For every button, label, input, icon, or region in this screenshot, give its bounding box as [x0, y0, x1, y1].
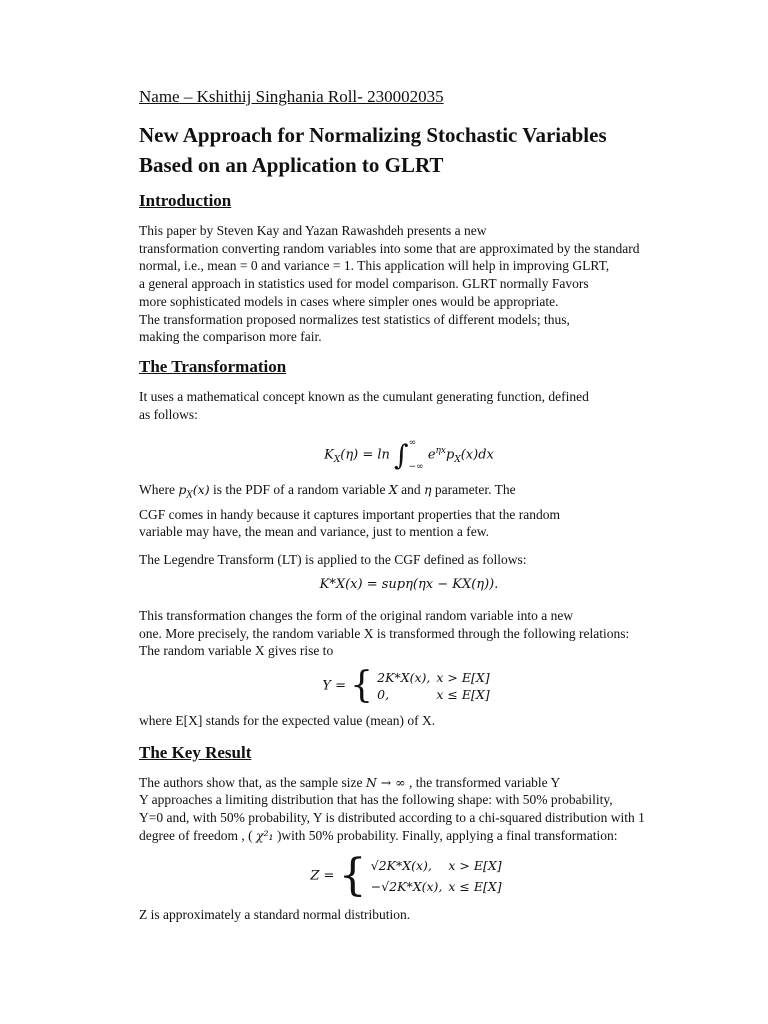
heading-key-result: The Key Result	[139, 742, 252, 762]
author-line: Name – Kshithij Singhania Roll- 230002035	[139, 87, 444, 106]
left-brace: {	[338, 850, 367, 902]
key-result-paragraph: The authors show that, as the sample size N → ∞ , the transformed variable Y Y approaches a limiting distribution that has the following shape: with 50% probability, Y=0 and, with 50% probability, Y is distributed according to a chi-squared distribution with 1 degree of freedom , ( χ²₁ )with 50% probability. Finally, applying a final transformation:	[139, 774, 645, 843]
cgf-equation: $K_X(\eta) = \ln$ ∫ ∞ −∞ $e^{\eta x}p_X(x)dx$	[324, 438, 494, 473]
closing-sentence: Z is approximately a standard normal distribution.	[139, 907, 411, 923]
legendre-equation: K*X(x) = supη(ηx − KX(η)).	[319, 576, 499, 592]
heading-transformation: The Transformation	[139, 356, 287, 376]
intro-line: The transformation proposed normalizes test statistics of different models; thus,	[139, 311, 570, 327]
transformation-paragraph-3: This transformation changes the form of the original random variable into a new one. More precisely, the random variable X is transformed through the following relations: The random variable X gives rise to	[139, 607, 630, 659]
transformation-paragraph-2: Where $p_X(x)$ is the PDF of a random variable X and η parameter. The CGF comes in handy because it captures important properties that the random variable may have, the mean and variance, just to mention a few.	[139, 482, 561, 540]
z-piecewise-equation: Z = { √2K*X(x), x > E[X] −√2K*X(x), x ≤ E[X]	[310, 850, 502, 902]
intro-line: normal, i.e., mean = 0 and variance = 1. This application will help in improving GLRT,	[139, 258, 610, 274]
title-line-2: Based on an Application to GLRT	[139, 153, 444, 177]
expected-value-note: where E[X] stands for the expected value (mean) of X.	[139, 712, 436, 728]
heading-introduction: Introduction	[139, 191, 232, 210]
document-page	[139, 86, 679, 924]
title-line-1: New Approach for Normalizing Stochastic Variables	[139, 123, 607, 147]
intro-paragraph	[139, 222, 679, 346]
left-brace: {	[350, 664, 374, 706]
y-piecewise-equation: Y = { 2K*X(x), x > E[X] 0, x ≤ E[X]	[322, 664, 490, 706]
intro-line: This paper by Steven Kay and Yazan Rawashdeh presents a new	[139, 223, 487, 238]
intro-line: a general approach in statistics used for model comparison. GLRT normally Favors	[139, 276, 589, 292]
legendre-intro: The Legendre Transform (LT) is applied to the CGF defined as follows:	[139, 552, 527, 568]
integral-sign: ∫	[394, 438, 409, 472]
paper-title	[139, 120, 679, 180]
intro-line: transformation converting random variables into some that are approximated by the standard	[139, 240, 640, 256]
intro-line: making the comparison more fair.	[139, 329, 322, 345]
transformation-paragraph-1: It uses a mathematical concept known as the cumulant generating function, defined as follows:	[139, 388, 589, 422]
intro-line: more sophisticated models in cases where simpler ones would be appropriate.	[139, 293, 559, 309]
